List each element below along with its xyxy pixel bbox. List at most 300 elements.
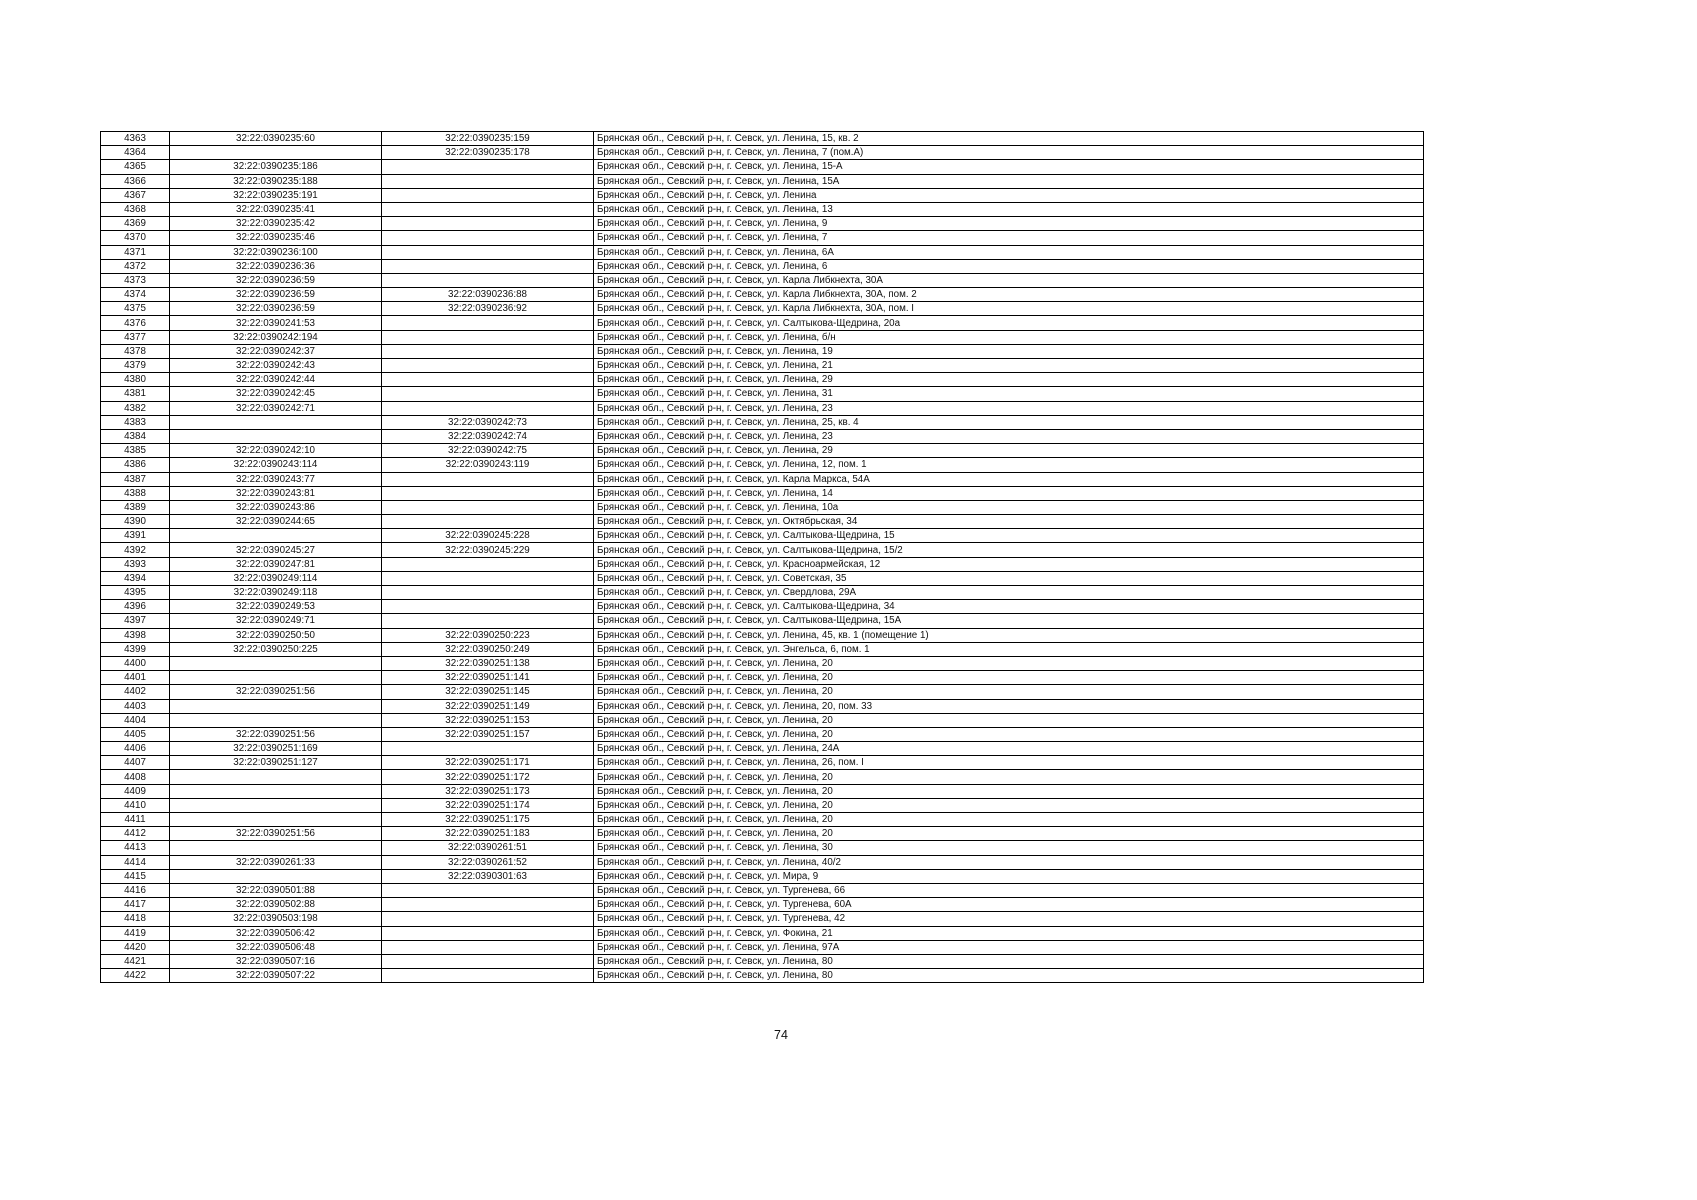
row-number-cell: 4388 — [101, 486, 170, 500]
object-cadastral-number-cell: 32:22:0390251:149 — [382, 699, 594, 713]
land-cadastral-number-cell: 32:22:0390250:225 — [170, 642, 382, 656]
table-row — [101, 898, 1424, 912]
object-cadastral-number-cell — [382, 515, 594, 529]
land-cadastral-number-cell — [170, 813, 382, 827]
table-row — [101, 330, 1424, 344]
row-number-cell: 4411 — [101, 813, 170, 827]
table-row — [101, 529, 1424, 543]
table-row — [101, 642, 1424, 656]
land-cadastral-number-cell: 32:22:0390507:22 — [170, 969, 382, 983]
land-cadastral-number-cell: 32:22:0390247:81 — [170, 557, 382, 571]
land-cadastral-number-cell — [170, 784, 382, 798]
address-cell: Брянская обл., Севский р-н, г. Севск, ул. Ленина, 80 — [594, 969, 1424, 983]
table-row — [101, 344, 1424, 358]
table-row — [101, 600, 1424, 614]
address-cell: Брянская обл., Севский р-н, г. Севск, ул. Ленина, 12, пом. 1 — [594, 458, 1424, 472]
address-cell: Брянская обл., Севский р-н, г. Севск, ул. Салтыкова-Щедрина, 15А — [594, 614, 1424, 628]
table-row — [101, 628, 1424, 642]
address-cell: Брянская обл., Севский р-н, г. Севск, ул. Тургенева, 66 — [594, 883, 1424, 897]
land-cadastral-number-cell: 32:22:0390261:33 — [170, 855, 382, 869]
land-cadastral-number-cell — [170, 529, 382, 543]
object-cadastral-number-cell: 32:22:0390236:88 — [382, 288, 594, 302]
address-cell: Брянская обл., Севский р-н, г. Севск, ул. Ленина, 21 — [594, 359, 1424, 373]
address-cell: Брянская обл., Севский р-н, г. Севск, ул. Ленина, 29 — [594, 373, 1424, 387]
object-cadastral-number-cell: 32:22:0390251:183 — [382, 827, 594, 841]
row-number-cell: 4372 — [101, 259, 170, 273]
row-number-cell: 4385 — [101, 444, 170, 458]
row-number-cell: 4415 — [101, 869, 170, 883]
row-number-cell: 4364 — [101, 146, 170, 160]
object-cadastral-number-cell — [382, 373, 594, 387]
land-cadastral-number-cell: 32:22:0390507:16 — [170, 954, 382, 968]
row-number-cell: 4368 — [101, 202, 170, 216]
table-row — [101, 146, 1424, 160]
address-cell: Брянская обл., Севский р-н, г. Севск, ул. Салтыкова-Щедрина, 15 — [594, 529, 1424, 543]
table-row — [101, 302, 1424, 316]
address-cell: Брянская обл., Севский р-н, г. Севск, ул. Ленина, 80 — [594, 954, 1424, 968]
address-cell: Брянская обл., Севский р-н, г. Севск, ул. Ленина, 23 — [594, 401, 1424, 415]
land-cadastral-number-cell — [170, 699, 382, 713]
land-cadastral-number-cell — [170, 656, 382, 670]
object-cadastral-number-cell — [382, 586, 594, 600]
land-cadastral-number-cell — [170, 671, 382, 685]
object-cadastral-number-cell — [382, 614, 594, 628]
row-number-cell: 4374 — [101, 288, 170, 302]
table-row — [101, 855, 1424, 869]
table-row — [101, 444, 1424, 458]
address-cell: Брянская обл., Севский р-н, г. Севск, ул. Ленина, б/н — [594, 330, 1424, 344]
row-number-cell: 4396 — [101, 600, 170, 614]
land-cadastral-number-cell: 32:22:0390242:44 — [170, 373, 382, 387]
table-row — [101, 231, 1424, 245]
address-cell: Брянская обл., Севский р-н, г. Севск, ул. Ленина, 9 — [594, 217, 1424, 231]
row-number-cell: 4416 — [101, 883, 170, 897]
table-row — [101, 174, 1424, 188]
table-row — [101, 813, 1424, 827]
table-row — [101, 543, 1424, 557]
address-cell: Брянская обл., Севский р-н, г. Севск, ул. Ленина, 7 (пом.А) — [594, 146, 1424, 160]
object-cadastral-number-cell: 32:22:0390251:145 — [382, 685, 594, 699]
row-number-cell: 4367 — [101, 188, 170, 202]
object-cadastral-number-cell: 32:22:0390261:51 — [382, 841, 594, 855]
row-number-cell: 4410 — [101, 798, 170, 812]
table-row — [101, 940, 1424, 954]
object-cadastral-number-cell: 32:22:0390235:178 — [382, 146, 594, 160]
row-number-cell: 4413 — [101, 841, 170, 855]
object-cadastral-number-cell — [382, 188, 594, 202]
object-cadastral-number-cell — [382, 217, 594, 231]
table-row — [101, 926, 1424, 940]
land-cadastral-number-cell: 32:22:0390249:114 — [170, 571, 382, 585]
row-number-cell: 4391 — [101, 529, 170, 543]
row-number-cell: 4393 — [101, 557, 170, 571]
row-number-cell: 4398 — [101, 628, 170, 642]
address-cell: Брянская обл., Севский р-н, г. Севск, ул. Энгельса, 6, пом. 1 — [594, 642, 1424, 656]
table-row — [101, 458, 1424, 472]
address-cell: Брянская обл., Севский р-н, г. Севск, ул. Ленина, 20 — [594, 798, 1424, 812]
object-cadastral-number-cell — [382, 571, 594, 585]
row-number-cell: 4403 — [101, 699, 170, 713]
object-cadastral-number-cell — [382, 912, 594, 926]
table-row — [101, 798, 1424, 812]
land-cadastral-number-cell: 32:22:0390503:198 — [170, 912, 382, 926]
table-row — [101, 429, 1424, 443]
land-cadastral-number-cell: 32:22:0390242:71 — [170, 401, 382, 415]
land-cadastral-number-cell: 32:22:0390235:42 — [170, 217, 382, 231]
row-number-cell: 4390 — [101, 515, 170, 529]
address-cell: Брянская обл., Севский р-н, г. Севск, ул. Ленина, 20 — [594, 713, 1424, 727]
land-cadastral-number-cell: 32:22:0390242:45 — [170, 387, 382, 401]
address-cell: Брянская обл., Севский р-н, г. Севск, ул. Ленина, 19 — [594, 344, 1424, 358]
row-number-cell: 4420 — [101, 940, 170, 954]
row-number-cell: 4363 — [101, 132, 170, 146]
address-cell: Брянская обл., Севский р-н, г. Севск, ул. Советская, 35 — [594, 571, 1424, 585]
object-cadastral-number-cell — [382, 883, 594, 897]
address-cell: Брянская обл., Севский р-н, г. Севск, ул. Ленина, 7 — [594, 231, 1424, 245]
land-cadastral-number-cell — [170, 429, 382, 443]
address-cell: Брянская обл., Севский р-н, г. Севск, ул. Карла Либкнехта, 30А — [594, 273, 1424, 287]
registry-table-container — [100, 131, 1423, 983]
address-cell: Брянская обл., Севский р-н, г. Севск, ул. Салтыкова-Щедрина, 15/2 — [594, 543, 1424, 557]
table-row — [101, 288, 1424, 302]
object-cadastral-number-cell: 32:22:0390251:138 — [382, 656, 594, 670]
address-cell: Брянская обл., Севский р-н, г. Севск, ул. Ленина, 97А — [594, 940, 1424, 954]
object-cadastral-number-cell: 32:22:0390242:73 — [382, 415, 594, 429]
registry-table-body — [101, 132, 1424, 983]
table-row — [101, 571, 1424, 585]
land-cadastral-number-cell: 32:22:0390506:48 — [170, 940, 382, 954]
row-number-cell: 4386 — [101, 458, 170, 472]
land-cadastral-number-cell: 32:22:0390235:60 — [170, 132, 382, 146]
row-number-cell: 4394 — [101, 571, 170, 585]
table-row — [101, 614, 1424, 628]
address-cell: Брянская обл., Севский р-н, г. Севск, ул. Ленина, 6 — [594, 259, 1424, 273]
row-number-cell: 4402 — [101, 685, 170, 699]
land-cadastral-number-cell: 32:22:0390251:127 — [170, 756, 382, 770]
land-cadastral-number-cell: 32:22:0390236:36 — [170, 259, 382, 273]
land-cadastral-number-cell — [170, 415, 382, 429]
land-cadastral-number-cell: 32:22:0390243:81 — [170, 486, 382, 500]
address-cell: Брянская обл., Севский р-н, г. Севск, ул. Ленина — [594, 188, 1424, 202]
object-cadastral-number-cell: 32:22:0390242:74 — [382, 429, 594, 443]
table-row — [101, 359, 1424, 373]
row-number-cell: 4399 — [101, 642, 170, 656]
table-row — [101, 500, 1424, 514]
land-cadastral-number-cell — [170, 770, 382, 784]
land-cadastral-number-cell: 32:22:0390251:56 — [170, 685, 382, 699]
page-number: 74 — [774, 1028, 788, 1042]
table-row — [101, 132, 1424, 146]
row-number-cell: 4382 — [101, 401, 170, 415]
table-row — [101, 912, 1424, 926]
table-row — [101, 827, 1424, 841]
row-number-cell: 4400 — [101, 656, 170, 670]
row-number-cell: 4421 — [101, 954, 170, 968]
table-row — [101, 401, 1424, 415]
address-cell: Брянская обл., Севский р-н, г. Севск, ул. Салтыкова-Щедрина, 20а — [594, 316, 1424, 330]
object-cadastral-number-cell — [382, 940, 594, 954]
object-cadastral-number-cell: 32:22:0390251:175 — [382, 813, 594, 827]
row-number-cell: 4419 — [101, 926, 170, 940]
address-cell: Брянская обл., Севский р-н, г. Севск, ул. Октябрьская, 34 — [594, 515, 1424, 529]
row-number-cell: 4380 — [101, 373, 170, 387]
table-row — [101, 841, 1424, 855]
table-row — [101, 883, 1424, 897]
object-cadastral-number-cell — [382, 160, 594, 174]
table-row — [101, 472, 1424, 486]
address-cell: Брянская обл., Севский р-н, г. Севск, ул. Ленина, 30 — [594, 841, 1424, 855]
address-cell: Брянская обл., Севский р-н, г. Севск, ул. Свердлова, 29А — [594, 586, 1424, 600]
address-cell: Брянская обл., Севский р-н, г. Севск, ул. Ленина, 40/2 — [594, 855, 1424, 869]
table-row — [101, 671, 1424, 685]
row-number-cell: 4383 — [101, 415, 170, 429]
object-cadastral-number-cell — [382, 359, 594, 373]
row-number-cell: 4406 — [101, 742, 170, 756]
row-number-cell: 4404 — [101, 713, 170, 727]
table-row — [101, 245, 1424, 259]
land-cadastral-number-cell: 32:22:0390251:169 — [170, 742, 382, 756]
row-number-cell: 4375 — [101, 302, 170, 316]
address-cell: Брянская обл., Севский р-н, г. Севск, ул. Ленина, 20 — [594, 813, 1424, 827]
land-cadastral-number-cell: 32:22:0390242:194 — [170, 330, 382, 344]
land-cadastral-number-cell: 32:22:0390243:77 — [170, 472, 382, 486]
land-cadastral-number-cell: 32:22:0390243:114 — [170, 458, 382, 472]
table-row — [101, 373, 1424, 387]
address-cell: Брянская обл., Севский р-н, г. Севск, ул. Красноармейская, 12 — [594, 557, 1424, 571]
address-cell: Брянская обл., Севский р-н, г. Севск, ул. Ленина, 20 — [594, 671, 1424, 685]
table-row — [101, 756, 1424, 770]
table-row — [101, 969, 1424, 983]
address-cell: Брянская обл., Севский р-н, г. Севск, ул. Тургенева, 42 — [594, 912, 1424, 926]
row-number-cell: 4365 — [101, 160, 170, 174]
table-row — [101, 685, 1424, 699]
land-cadastral-number-cell: 32:22:0390250:50 — [170, 628, 382, 642]
land-cadastral-number-cell: 32:22:0390243:86 — [170, 500, 382, 514]
row-number-cell: 4370 — [101, 231, 170, 245]
land-cadastral-number-cell: 32:22:0390236:59 — [170, 302, 382, 316]
registry-table — [100, 131, 1424, 983]
object-cadastral-number-cell: 32:22:0390251:174 — [382, 798, 594, 812]
row-number-cell: 4373 — [101, 273, 170, 287]
address-cell: Брянская обл., Севский р-н, г. Севск, ул. Ленина, 20, пом. 33 — [594, 699, 1424, 713]
object-cadastral-number-cell: 32:22:0390250:249 — [382, 642, 594, 656]
row-number-cell: 4366 — [101, 174, 170, 188]
row-number-cell: 4412 — [101, 827, 170, 841]
land-cadastral-number-cell — [170, 146, 382, 160]
land-cadastral-number-cell: 32:22:0390235:188 — [170, 174, 382, 188]
row-number-cell: 4422 — [101, 969, 170, 983]
object-cadastral-number-cell: 32:22:0390251:153 — [382, 713, 594, 727]
row-number-cell: 4381 — [101, 387, 170, 401]
land-cadastral-number-cell: 32:22:0390251:56 — [170, 827, 382, 841]
address-cell: Брянская обл., Севский р-н, г. Севск, ул. Ленина, 14 — [594, 486, 1424, 500]
object-cadastral-number-cell — [382, 954, 594, 968]
land-cadastral-number-cell: 32:22:0390242:37 — [170, 344, 382, 358]
land-cadastral-number-cell: 32:22:0390242:43 — [170, 359, 382, 373]
address-cell: Брянская обл., Севский р-н, г. Севск, ул. Ленина, 20 — [594, 784, 1424, 798]
object-cadastral-number-cell: 32:22:0390236:92 — [382, 302, 594, 316]
object-cadastral-number-cell — [382, 742, 594, 756]
address-cell: Брянская обл., Севский р-н, г. Севск, ул. Карла Либкнехта, 30А, пом. I — [594, 302, 1424, 316]
address-cell: Брянская обл., Севский р-н, г. Севск, ул. Тургенева, 60А — [594, 898, 1424, 912]
table-row — [101, 770, 1424, 784]
object-cadastral-number-cell — [382, 898, 594, 912]
address-cell: Брянская обл., Севский р-н, г. Севск, ул. Фокина, 21 — [594, 926, 1424, 940]
object-cadastral-number-cell — [382, 387, 594, 401]
land-cadastral-number-cell — [170, 841, 382, 855]
land-cadastral-number-cell: 32:22:0390506:42 — [170, 926, 382, 940]
address-cell: Брянская обл., Севский р-н, г. Севск, ул. Ленина, 26, пом. I — [594, 756, 1424, 770]
object-cadastral-number-cell — [382, 344, 594, 358]
row-number-cell: 4392 — [101, 543, 170, 557]
address-cell: Брянская обл., Севский р-н, г. Севск, ул. Ленина, 15, кв. 2 — [594, 132, 1424, 146]
table-row — [101, 217, 1424, 231]
row-number-cell: 4414 — [101, 855, 170, 869]
object-cadastral-number-cell: 32:22:0390242:75 — [382, 444, 594, 458]
address-cell: Брянская обл., Севский р-н, г. Севск, ул. Ленина, 15-А — [594, 160, 1424, 174]
address-cell: Брянская обл., Севский р-н, г. Севск, ул. Ленина, 20 — [594, 727, 1424, 741]
object-cadastral-number-cell: 32:22:0390261:52 — [382, 855, 594, 869]
land-cadastral-number-cell: 32:22:0390251:56 — [170, 727, 382, 741]
table-row — [101, 486, 1424, 500]
table-row — [101, 656, 1424, 670]
row-number-cell: 4405 — [101, 727, 170, 741]
row-number-cell: 4384 — [101, 429, 170, 443]
object-cadastral-number-cell — [382, 273, 594, 287]
address-cell: Брянская обл., Севский р-н, г. Севск, ул. Ленина, 6А — [594, 245, 1424, 259]
object-cadastral-number-cell — [382, 245, 594, 259]
land-cadastral-number-cell: 32:22:0390242:10 — [170, 444, 382, 458]
address-cell: Брянская обл., Севский р-н, г. Севск, ул. Ленина, 13 — [594, 202, 1424, 216]
object-cadastral-number-cell — [382, 316, 594, 330]
land-cadastral-number-cell: 32:22:0390249:53 — [170, 600, 382, 614]
object-cadastral-number-cell — [382, 500, 594, 514]
table-row — [101, 557, 1424, 571]
land-cadastral-number-cell: 32:22:0390502:88 — [170, 898, 382, 912]
row-number-cell: 4378 — [101, 344, 170, 358]
address-cell: Брянская обл., Севский р-н, г. Севск, ул. Карла Либкнехта, 30А, пом. 2 — [594, 288, 1424, 302]
address-cell: Брянская обл., Севский р-н, г. Севск, ул. Ленина, 20 — [594, 656, 1424, 670]
object-cadastral-number-cell — [382, 330, 594, 344]
land-cadastral-number-cell: 32:22:0390241:53 — [170, 316, 382, 330]
land-cadastral-number-cell: 32:22:0390249:118 — [170, 586, 382, 600]
land-cadastral-number-cell: 32:22:0390249:71 — [170, 614, 382, 628]
object-cadastral-number-cell: 32:22:0390243:119 — [382, 458, 594, 472]
table-row — [101, 869, 1424, 883]
land-cadastral-number-cell: 32:22:0390235:41 — [170, 202, 382, 216]
land-cadastral-number-cell: 32:22:0390245:27 — [170, 543, 382, 557]
table-row — [101, 515, 1424, 529]
land-cadastral-number-cell: 32:22:0390235:186 — [170, 160, 382, 174]
object-cadastral-number-cell — [382, 969, 594, 983]
object-cadastral-number-cell: 32:22:0390251:157 — [382, 727, 594, 741]
land-cadastral-number-cell — [170, 713, 382, 727]
table-row — [101, 316, 1424, 330]
object-cadastral-number-cell: 32:22:0390301:63 — [382, 869, 594, 883]
table-row — [101, 954, 1424, 968]
address-cell: Брянская обл., Севский р-н, г. Севск, ул. Мира, 9 — [594, 869, 1424, 883]
row-number-cell: 4389 — [101, 500, 170, 514]
address-cell: Брянская обл., Севский р-н, г. Севск, ул. Ленина, 10а — [594, 500, 1424, 514]
object-cadastral-number-cell: 32:22:0390251:172 — [382, 770, 594, 784]
table-row — [101, 202, 1424, 216]
object-cadastral-number-cell — [382, 231, 594, 245]
address-cell: Брянская обл., Севский р-н, г. Севск, ул. Карла Маркса, 54А — [594, 472, 1424, 486]
object-cadastral-number-cell — [382, 486, 594, 500]
object-cadastral-number-cell — [382, 202, 594, 216]
land-cadastral-number-cell — [170, 869, 382, 883]
object-cadastral-number-cell: 32:22:0390251:141 — [382, 671, 594, 685]
table-row — [101, 586, 1424, 600]
address-cell: Брянская обл., Севский р-н, г. Севск, ул. Ленина, 45, кв. 1 (помещение 1) — [594, 628, 1424, 642]
land-cadastral-number-cell: 32:22:0390501:88 — [170, 883, 382, 897]
object-cadastral-number-cell: 32:22:0390251:173 — [382, 784, 594, 798]
object-cadastral-number-cell — [382, 174, 594, 188]
address-cell: Брянская обл., Севский р-н, г. Севск, ул. Ленина, 25, кв. 4 — [594, 415, 1424, 429]
table-row — [101, 727, 1424, 741]
table-row — [101, 713, 1424, 727]
land-cadastral-number-cell — [170, 798, 382, 812]
land-cadastral-number-cell: 32:22:0390236:100 — [170, 245, 382, 259]
address-cell: Брянская обл., Севский р-н, г. Севск, ул. Ленина, 20 — [594, 770, 1424, 784]
table-row — [101, 742, 1424, 756]
land-cadastral-number-cell: 32:22:0390235:46 — [170, 231, 382, 245]
object-cadastral-number-cell — [382, 259, 594, 273]
row-number-cell: 4409 — [101, 784, 170, 798]
row-number-cell: 4408 — [101, 770, 170, 784]
land-cadastral-number-cell: 32:22:0390235:191 — [170, 188, 382, 202]
object-cadastral-number-cell — [382, 557, 594, 571]
table-row — [101, 188, 1424, 202]
table-row — [101, 387, 1424, 401]
land-cadastral-number-cell: 32:22:0390236:59 — [170, 273, 382, 287]
table-row — [101, 784, 1424, 798]
table-row — [101, 415, 1424, 429]
row-number-cell: 4417 — [101, 898, 170, 912]
row-number-cell: 4371 — [101, 245, 170, 259]
table-row — [101, 259, 1424, 273]
address-cell: Брянская обл., Севский р-н, г. Севск, ул. Ленина, 24А — [594, 742, 1424, 756]
object-cadastral-number-cell: 32:22:0390245:228 — [382, 529, 594, 543]
row-number-cell: 4397 — [101, 614, 170, 628]
object-cadastral-number-cell: 32:22:0390250:223 — [382, 628, 594, 642]
table-row — [101, 273, 1424, 287]
address-cell: Брянская обл., Севский р-н, г. Севск, ул. Ленина, 15А — [594, 174, 1424, 188]
row-number-cell: 4369 — [101, 217, 170, 231]
table-row — [101, 699, 1424, 713]
row-number-cell: 4377 — [101, 330, 170, 344]
object-cadastral-number-cell: 32:22:0390251:171 — [382, 756, 594, 770]
row-number-cell: 4387 — [101, 472, 170, 486]
address-cell: Брянская обл., Севский р-н, г. Севск, ул. Ленина, 23 — [594, 429, 1424, 443]
address-cell: Брянская обл., Севский р-н, г. Севск, ул. Ленина, 29 — [594, 444, 1424, 458]
row-number-cell: 4407 — [101, 756, 170, 770]
land-cadastral-number-cell: 32:22:0390236:59 — [170, 288, 382, 302]
object-cadastral-number-cell — [382, 926, 594, 940]
row-number-cell: 4401 — [101, 671, 170, 685]
object-cadastral-number-cell — [382, 600, 594, 614]
row-number-cell: 4395 — [101, 586, 170, 600]
row-number-cell: 4379 — [101, 359, 170, 373]
object-cadastral-number-cell: 32:22:0390235:159 — [382, 132, 594, 146]
address-cell: Брянская обл., Севский р-н, г. Севск, ул. Ленина, 31 — [594, 387, 1424, 401]
object-cadastral-number-cell — [382, 401, 594, 415]
address-cell: Брянская обл., Севский р-н, г. Севск, ул. Ленина, 20 — [594, 827, 1424, 841]
address-cell: Брянская обл., Севский р-н, г. Севск, ул. Салтыкова-Щедрина, 34 — [594, 600, 1424, 614]
object-cadastral-number-cell: 32:22:0390245:229 — [382, 543, 594, 557]
land-cadastral-number-cell: 32:22:0390244:65 — [170, 515, 382, 529]
row-number-cell: 4418 — [101, 912, 170, 926]
